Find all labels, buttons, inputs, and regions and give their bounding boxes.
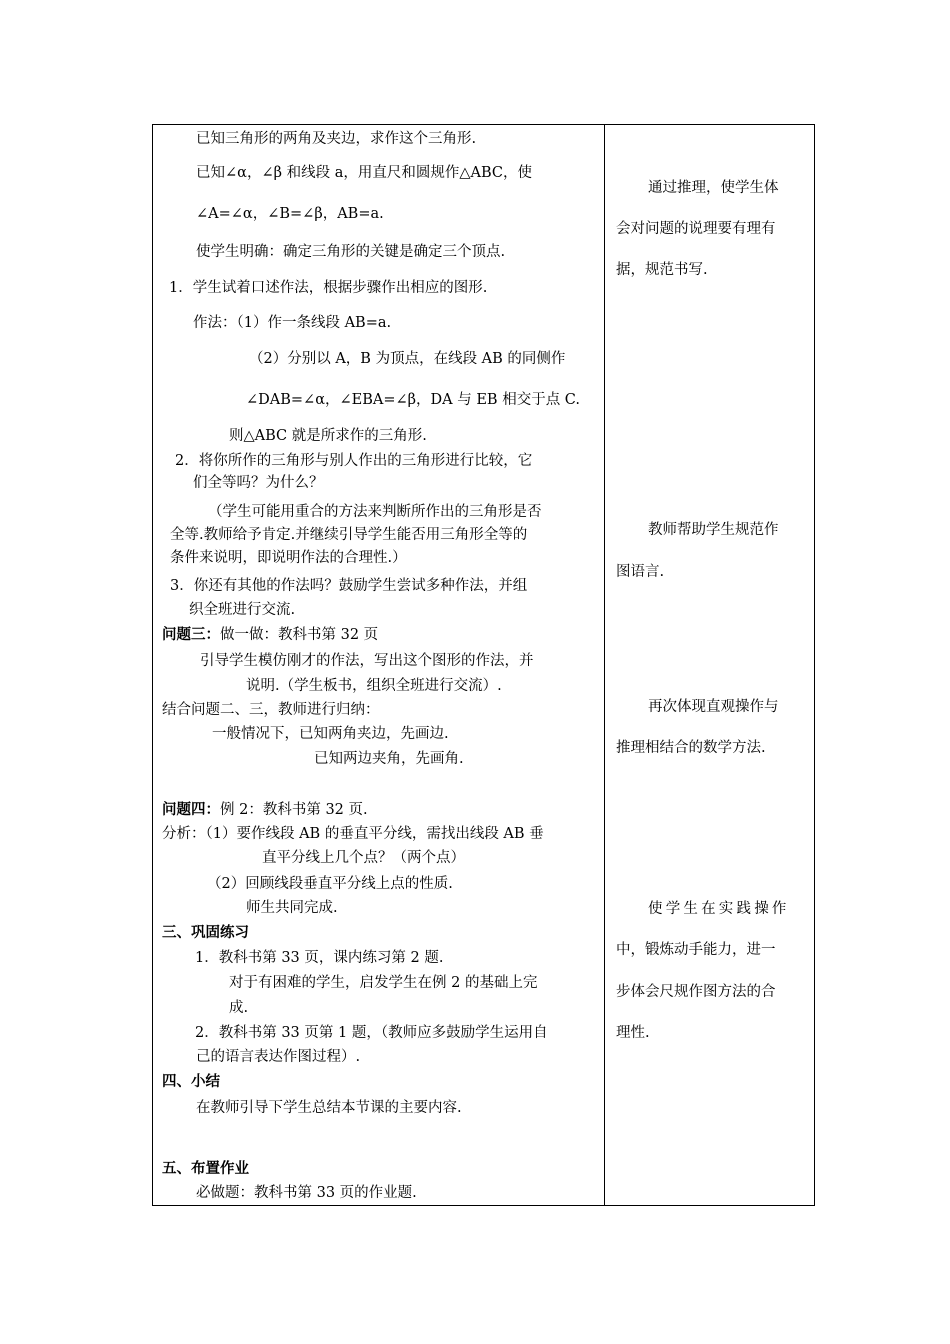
note-line: 推理相结合的数学方法. (616, 740, 766, 756)
text-line: 2．教科书第 33 页第 1 题，（教师应多鼓励学生运用自 (195, 1025, 548, 1041)
text-line: 结合问题二、三，教师进行归纳： (162, 702, 380, 718)
text-line: 3．你还有其他的作法吗？鼓励学生尝试多种作法，并组 (170, 578, 528, 594)
note-line: 教师帮助学生规范作 (648, 522, 779, 538)
note-line: 会对问题的说理要有理有 (616, 221, 776, 237)
text-line: ∠A=∠α，∠B=∠β，AB=a. (196, 206, 384, 222)
text-line: （学生可能用重合的方法来判断所作出的三角形是否 (208, 504, 542, 520)
text-line: 则△ABC 就是所求作的三角形. (229, 428, 427, 444)
text-line: 在教师引导下学生总结本节课的主要内容. (196, 1100, 462, 1116)
text-line: 分析：（1）要作线段 AB 的垂直平分线，需找出线段 AB 垂 (162, 826, 544, 842)
text-line: 1．教科书第 33 页，课内练习第 2 题. (195, 950, 444, 966)
note-line: 步体会尺规作图方法的合 (616, 984, 776, 1000)
text-line: 做一做：教科书第 32 页 (220, 627, 379, 643)
note-line: 理性. (616, 1025, 650, 1041)
text-line: ∠DAB=∠α，∠EBA=∠β，DA 与 EB 相交于点 C. (246, 392, 580, 408)
text-line: 一般情况下，已知两角夹边，先画边. (212, 726, 449, 742)
text-line: 作法：（1）作一条线段 AB=a. (193, 315, 392, 331)
text-line: 全等.教师给予肯定.并继续引导学生能否用三角形全等的 (170, 527, 528, 543)
section-heading-line (162, 626, 378, 644)
column-divider (604, 124, 605, 1206)
note-line: 再次体现直观操作与 (648, 699, 779, 715)
section-heading: 三、巩固练习 (162, 924, 249, 941)
note-line: 中，锻炼动手能力，进一 (616, 942, 776, 958)
text-line: 说明.（学生板书，组织全班进行交流）. (246, 678, 502, 694)
text-line: 师生共同完成. (246, 900, 338, 916)
text-line: 已知∠α，∠β 和线段 a，用直尺和圆规作△ABC，使 (196, 165, 532, 181)
text-line: 条件来说明，即说明作法的合理性.） (170, 550, 407, 566)
note-line: 通过推理，使学生体 (648, 180, 779, 196)
section-heading-line (162, 801, 368, 819)
text-line: 直平分线上几个点？（两个点） (262, 850, 465, 866)
text-line: 例 2：教科书第 32 页. (220, 802, 368, 818)
text-line: 成. (229, 1000, 249, 1016)
text-line: 2．将你所作的三角形与别人作出的三角形进行比较，它 (175, 453, 533, 469)
text-line: 1．学生试着口述作法，根据步骤作出相应的图形. (169, 280, 488, 296)
note-line: 图语言. (616, 564, 665, 580)
text-line: 引导学生模仿刚才的作法，写出这个图形的作法，并 (200, 653, 534, 669)
text-line: 使学生明确：确定三角形的关键是确定三个顶点. (196, 244, 506, 260)
text-line: 必做题：教科书第 33 页的作业题. (196, 1185, 417, 1201)
section-heading: 五、布置作业 (162, 1160, 249, 1177)
text-line: （2）回顾线段垂直平分线上点的性质. (207, 876, 453, 892)
section-heading: 问题三： (162, 626, 220, 643)
text-line: 们全等吗？为什么？ (193, 475, 324, 491)
section-heading: 问题四： (162, 801, 220, 818)
section-heading: 四、小结 (162, 1073, 220, 1090)
text-line: 织全班进行交流. (189, 602, 296, 618)
note-line: 据，规范书写. (616, 262, 708, 278)
text-line: 己的语言表达作图过程）. (196, 1049, 361, 1065)
text-line: （2）分别以 A，B 为顶点，在线段 AB 的同侧作 (249, 351, 566, 367)
text-line: 已知两边夹角，先画角. (314, 751, 464, 767)
text-line: 对于有困难的学生，启发学生在例 2 的基础上完 (229, 975, 538, 991)
note-line: 使学生在实践操作 (648, 901, 790, 917)
text-line: 已知三角形的两角及夹边，求作这个三角形. (196, 131, 477, 147)
